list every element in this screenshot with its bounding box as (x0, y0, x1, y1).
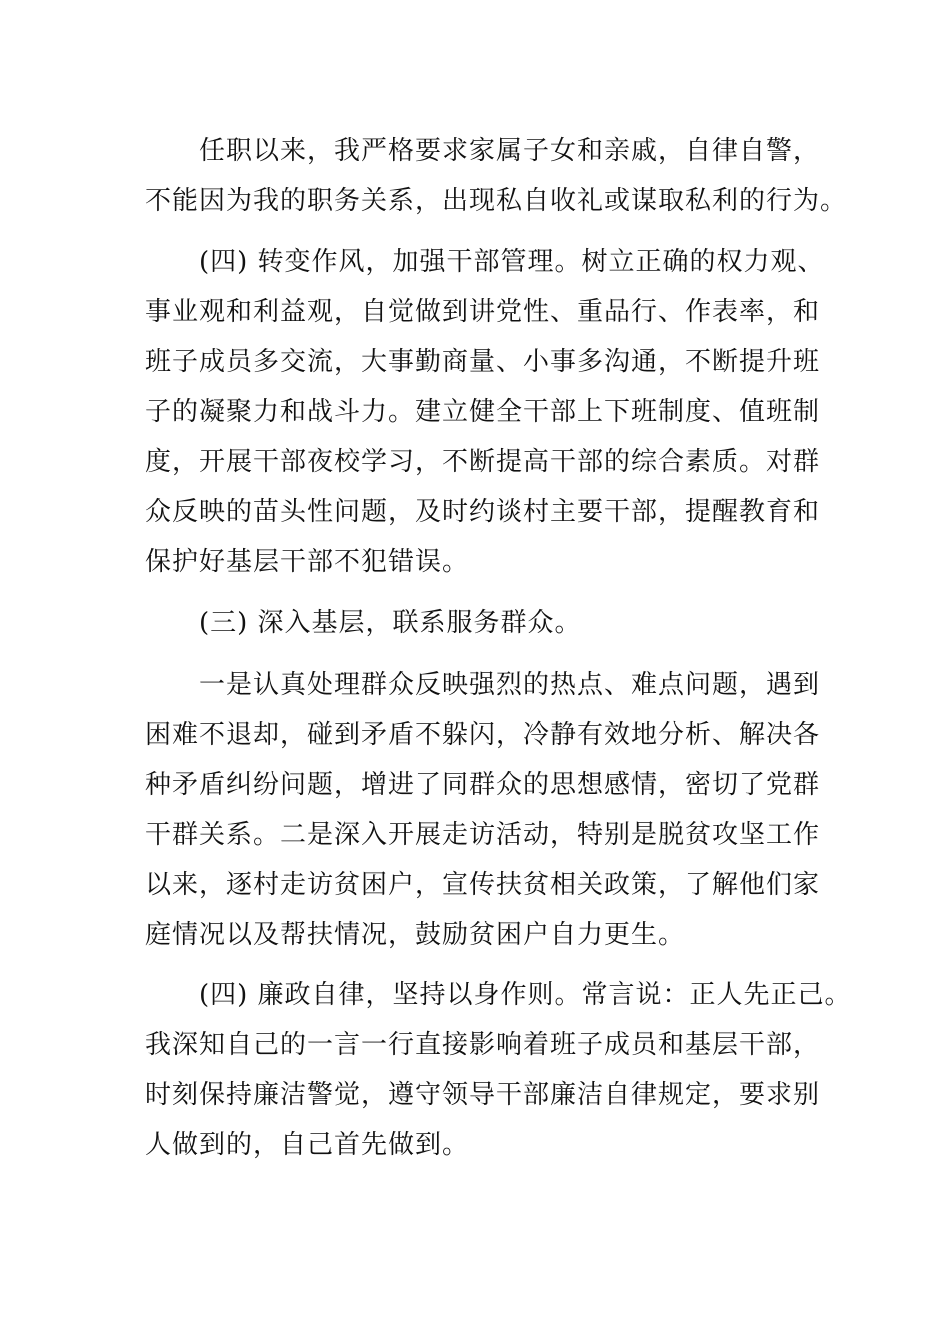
section-heading: (三) 深入基层，联系服务群众。 (199, 608, 582, 638)
paragraph-serving-masses (145, 660, 821, 960)
text-line: 人做到的，自己首先做到。 (145, 1130, 470, 1160)
text-line: 干群关系。二是深入开展走访活动，特别是脱贫攻坚工作 (145, 820, 821, 850)
text-line: 种矛盾纠纷问题，增进了同群众的思想感情，密切了党群 (145, 770, 821, 800)
text-line: 不能因为我的职务关系，出现私自收礼或谋取私利的行为。 (145, 186, 848, 216)
text-line: 困难不退却，碰到矛盾不躲闪，冷静有效地分析、解决各 (145, 720, 821, 750)
paragraph-integrity (145, 970, 852, 1170)
text-line: 度，开展干部夜校学习，不断提高干部的综合素质。对群 (145, 447, 821, 477)
paragraph-cadre-management (145, 237, 825, 587)
text-line: 班子成员多交流，大事勤商量、小事多沟通，不断提升班 (145, 347, 821, 377)
text-line: 以来，逐村走访贫困户，宣传扶贫相关政策，了解他们家 (145, 870, 821, 900)
text-line: 保护好基层干部不犯错误。 (145, 547, 470, 577)
text-line: (四) 转变作风，加强干部管理。树立正确的权力观、 (199, 247, 825, 277)
text-line: 子的凝聚力和战斗力。建立健全干部上下班制度、值班制 (145, 397, 821, 427)
text-line: 一是认真处理群众反映强烈的热点、难点问题，遇到 (199, 670, 821, 700)
paragraph-family-discipline (145, 126, 848, 226)
text-line: 庭情况以及帮扶情况，鼓励贫困户自力更生。 (145, 920, 686, 950)
text-line: 众反映的苗头性问题，及时约谈村主要干部，提醒教育和 (145, 497, 821, 527)
text-line: 时刻保持廉洁警觉，遵守领导干部廉洁自律规定，要求别 (145, 1080, 821, 1110)
paragraph-section-heading (145, 598, 815, 648)
text-line: 事业观和利益观，自觉做到讲党性、重品行、作表率，和 (145, 297, 821, 327)
text-line: (四) 廉政自律，坚持以身作则。常言说：正人先正己。 (199, 980, 852, 1010)
text-line: 我深知自己的一言一行直接影响着班子成员和基层干部， (145, 1030, 821, 1060)
text-line: 任职以来，我严格要求家属子女和亲戚，自律自警， (199, 136, 821, 166)
